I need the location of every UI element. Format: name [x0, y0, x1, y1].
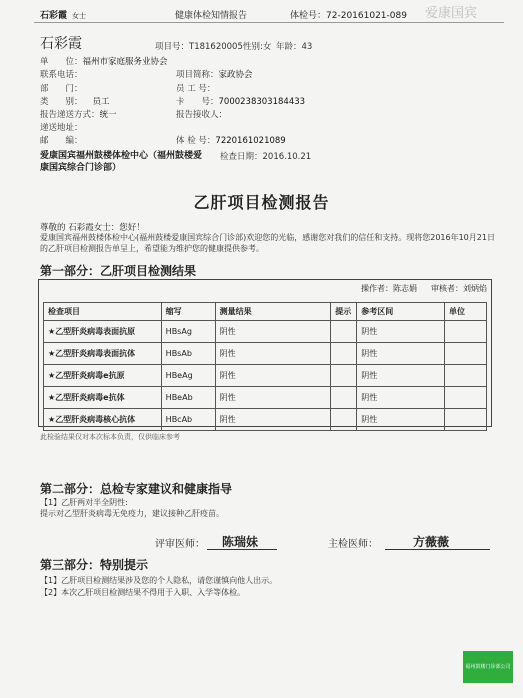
col-header: 缩写 [161, 303, 215, 321]
cell-result: 阴性 [215, 365, 331, 387]
chief-doctor-signature: 方薇薇 [413, 535, 450, 549]
cell-item: ★乙型肝炎病毒核心抗体 [44, 409, 162, 431]
cell-range: 阴性 [357, 387, 445, 409]
header-brand: 爱康国宾 [425, 6, 478, 21]
tips-list [40, 575, 277, 599]
cell-range: 阴性 [357, 409, 445, 431]
cell-hint [331, 343, 357, 365]
table-row [44, 321, 487, 343]
greeting: 尊敬的 石彩霞女士：您好！ [40, 223, 145, 233]
section3-title: 第三部分：特别提示 [40, 558, 149, 572]
advice-line: 提示对乙型肝炎病毒无免疫力，建议接种乙肝疫苗。 [40, 509, 224, 518]
green-stamp: 福州鼓楼门诊部公司 [463, 651, 513, 683]
advice-line: 【1】乙肝两对半全阴性: [40, 498, 128, 507]
table-row [44, 387, 487, 409]
info-row-left: 单 位：福州市家庭服务业协会 [40, 57, 168, 67]
info-row-left: 部 门： [40, 84, 83, 94]
cell-abbr: HBeAg [161, 365, 215, 387]
cell-abbr: HBsAb [161, 343, 215, 365]
cell-item: ★乙型肝炎病毒表面抗原 [44, 321, 162, 343]
col-header: 提示 [331, 303, 357, 321]
info-row-left: 报告递送方式：统一 [40, 110, 117, 120]
header-exam-number: 体检号：72-20161021-089 [290, 11, 407, 21]
cell-unit [445, 321, 487, 343]
info-row-right: 员 工 号： [176, 84, 216, 94]
signature-line [385, 549, 490, 550]
project-number: 项目号：T181620005 [155, 42, 243, 52]
tip-item: 【2】本次乙肝项目检测结果不得用于入职、入学等体检。 [40, 588, 246, 597]
cell-unit [445, 365, 487, 387]
col-header: 单位 [445, 303, 487, 321]
patient-age: 年龄：43 [276, 42, 313, 52]
results-table [43, 302, 487, 431]
cell-hint [331, 321, 357, 343]
cell-unit [445, 409, 487, 431]
cell-hint [331, 409, 357, 431]
cell-unit [445, 387, 487, 409]
patient-name: 石彩霞 [40, 36, 82, 52]
col-header: 检查项目 [44, 303, 162, 321]
header-rule [34, 22, 504, 23]
cell-abbr: HBcAb [161, 409, 215, 431]
cell-abbr: HBsAg [161, 321, 215, 343]
info-row-right: 卡 号：7000238303184433 [176, 97, 306, 107]
table-header-row [44, 303, 487, 321]
cell-result: 阴性 [215, 321, 331, 343]
results-panel [38, 279, 492, 427]
chief-doctor-label: 主检医师： [328, 539, 378, 550]
cell-item: ★乙型肝炎病毒e抗原 [44, 365, 162, 387]
cell-result: 阴性 [215, 387, 331, 409]
section2-title: 第二部分：总检专家建议和健康指导 [40, 482, 233, 496]
cell-unit [445, 343, 487, 365]
patient-sex: 性别:女 [243, 42, 272, 52]
info-row-left: 联系电话： [40, 70, 83, 80]
header-report-title: 健康体检知情报告 [175, 11, 248, 21]
cell-hint [331, 387, 357, 409]
cell-result: 阴性 [215, 409, 331, 431]
advice-text [40, 497, 224, 519]
col-header: 参考区间 [357, 303, 445, 321]
exam-date: 检查日期：2016.10.21 [220, 152, 312, 162]
cell-item: ★乙型肝炎病毒e抗体 [44, 387, 162, 409]
info-row-left: 邮 编： [40, 136, 83, 146]
review-doctor-label: 评审医师： [155, 539, 205, 550]
cell-range: 阴性 [357, 321, 445, 343]
info-row-right: 报告接收人： [176, 110, 228, 120]
tip-item: 【1】乙肝项目检测结果涉及您的个人隐私，请您谨慎向他人出示。 [40, 576, 278, 585]
header-patient-name: 石彩霞 女士 [40, 11, 87, 21]
info-row-right: 项目简称：家政协会 [176, 70, 253, 80]
report-title: 乙肝项目检测报告 [193, 193, 330, 212]
cell-result: 阴性 [215, 343, 331, 365]
info-row-right: 体 检 号：7220161021089 [176, 136, 286, 146]
col-header: 测量结果 [215, 303, 331, 321]
signature-line [207, 549, 277, 550]
table-footnote: 此检验结果仅对本次标本负责，仅供临床参考 [40, 433, 180, 441]
table-row [44, 365, 487, 387]
table-row [44, 409, 487, 431]
cell-item: ★乙型肝炎病毒表面抗体 [44, 343, 162, 365]
cell-range: 阴性 [357, 365, 445, 387]
cell-abbr: HBeAb [161, 387, 215, 409]
cell-range: 阴性 [357, 343, 445, 365]
info-row-left: 递送地址： [40, 123, 83, 133]
section1-title: 第一部分：乙肝项目检测结果 [40, 264, 197, 278]
hospital-name: 爱康国宾福州鼓楼体检中心（福州鼓楼爱康国宾综合门诊部） [40, 151, 203, 173]
operator-line: 操作者：陈志娟 审核者：刘炳焰 [361, 284, 487, 293]
table-row [44, 343, 487, 365]
intro-paragraph: 爱康国宾福州鼓楼体检中心(福州鼓楼爱康国宾综合门诊部)欢迎您的光临，感谢您对我们的信任和支持。现将您2016年10月21日的乙肝项目检测报告单呈上，希望能为维护您的健康提供参考。 [40, 233, 495, 253]
cell-hint [331, 365, 357, 387]
info-row-left: 类 别： 员工 [40, 97, 110, 107]
review-doctor-signature: 陈瑞妹 [222, 535, 259, 549]
